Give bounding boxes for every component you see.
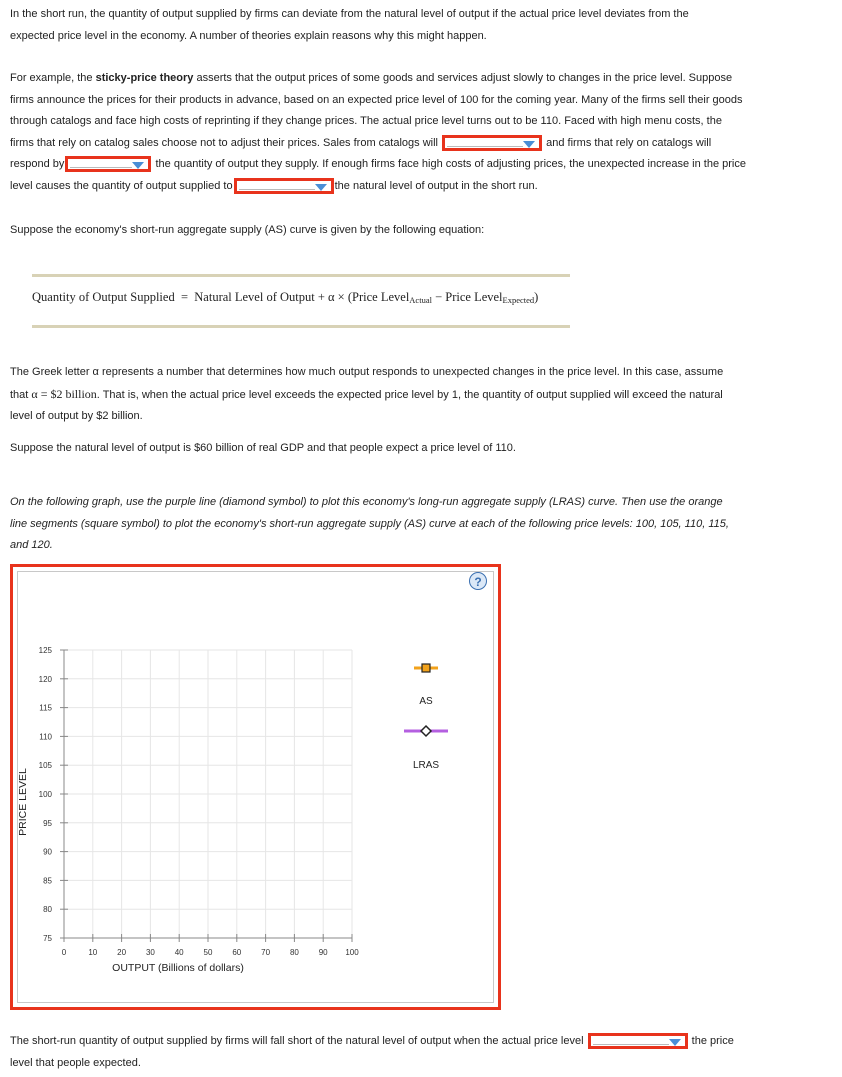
equation-sub-actual: Actual (409, 295, 432, 305)
dropdown-underline (447, 146, 523, 147)
y-tick-label: 75 (43, 934, 52, 943)
as-legend-label: AS (419, 696, 433, 707)
as-legend-square-icon (422, 664, 430, 672)
graph-instructions (10, 492, 834, 557)
dropdown-underline (70, 167, 132, 168)
instructions-line-1: On the following graph, use the purple line (diamond symbol) to plot this economy's long-run aggregate supply (LRAS) curve. Then use the orange (10, 496, 723, 508)
chevron-down-icon (315, 184, 327, 191)
price-level-comparison-dropdown[interactable] (588, 1033, 688, 1049)
x-tick-label: 90 (318, 948, 328, 957)
equation-rhs: Natural Level of Output + α × (Price Level (194, 290, 410, 304)
natural-level-text: Suppose the natural level of output is $60 billion of real GDP and that people expect a price level of 110. (10, 442, 516, 454)
alpha-line-2-pre: that (10, 388, 32, 401)
supply-chart[interactable] (10, 564, 501, 1010)
equation-close: ) (534, 290, 539, 304)
sticky-line-4-pre: firms that rely on catalog sales choose not to adjust their prices. Sales from catalogs will (10, 136, 438, 149)
x-tick-label: 100 (345, 948, 359, 957)
chevron-down-icon (523, 141, 535, 148)
x-tick-label: 30 (145, 948, 155, 957)
sticky-line-1-pre: For example, the (10, 72, 96, 84)
intro-line-1: In the short run, the quantity of output supplied by firms can deviate from the natural level of output if the actual price level deviates from the (10, 8, 689, 20)
sticky-line-5-post: the quantity of output they supply. If enough firms face high costs of adjusting prices, the unexpected increase in the price (155, 158, 746, 171)
x-tick-label: 50 (203, 948, 213, 957)
chart-legend (404, 664, 448, 771)
x-tick-label: 0 (61, 948, 67, 957)
final-line-2: level that people expected. (10, 1056, 141, 1069)
sticky-line-6-pre: level causes the quantity of output supplied to (10, 179, 233, 192)
equation-box (32, 274, 570, 328)
chevron-down-icon (669, 1039, 681, 1046)
output-supplied-dropdown[interactable] (234, 178, 334, 194)
x-tick-label: 60 (232, 948, 242, 957)
y-tick-label: 100 (38, 790, 52, 799)
x-tick-label: 10 (88, 948, 98, 957)
y-axis-label: PRICE LEVEL (17, 768, 29, 836)
dropdown-underline (593, 1044, 669, 1045)
x-tick-label: 70 (261, 948, 271, 957)
equation-lhs: Quantity of Output Supplied (32, 290, 175, 304)
sticky-line-4-post: and firms that rely on catalogs will (546, 136, 712, 149)
as-intro-text: Suppose the economy's short-run aggregate supply (AS) curve is given by the following equation: (10, 224, 485, 236)
instructions-line-2: line segments (square symbol) to plot the economy's short-run aggregate supply (AS) curve at each of the following price levels: 100, 105, 110, 115, (10, 517, 729, 530)
sticky-line-3: through catalogs and face high costs of reprinting if they change prices. The actual price level turns out to be 110. Faced with high menu costs, the (10, 115, 722, 128)
x-axis-label: OUTPUT (Billions of dollars) (112, 962, 244, 974)
sticky-line-2: firms announce the prices for their products in advance, based on an expected price level of 100 for the coming year. Many of the firms sell their goods (10, 93, 743, 106)
y-tick-label: 95 (43, 818, 52, 828)
sticky-line-1-post: asserts that the output prices of some goods and services adjust slowly to changes in the price level. Suppose (193, 72, 733, 84)
x-tick-labels (62, 948, 359, 957)
dropdown-underline (239, 189, 315, 190)
y-tick-label: 80 (43, 905, 52, 915)
y-tick-labels (39, 646, 53, 943)
chart-axes (60, 650, 352, 942)
y-tick-label: 115 (39, 703, 52, 713)
sticky-line-5-pre: respond by (10, 158, 65, 171)
alpha-line-3: level of output by $2 billion. (10, 410, 143, 423)
lras-legend-label: LRAS (412, 760, 440, 771)
instructions-line-3: and 120. (10, 539, 53, 552)
final-question (10, 1031, 834, 1074)
y-tick-label: 105 (38, 761, 52, 771)
as-equation (32, 290, 538, 305)
y-tick-label: 85 (43, 876, 52, 886)
x-tick-label: 40 (174, 948, 184, 957)
equation-equals: = (180, 290, 189, 304)
catalog-sales-dropdown[interactable] (442, 135, 542, 151)
intro-line-2: expected price level in the economy. A number of theories explain reasons why this might happen. (10, 29, 487, 42)
sticky-line-6-post: the natural level of output in the short run. (334, 179, 538, 192)
chevron-down-icon (132, 162, 144, 169)
chart-grid (64, 650, 352, 938)
sticky-price-paragraph (10, 68, 834, 198)
final-line-1-post: the price (691, 1035, 734, 1047)
y-tick-label: 110 (39, 732, 52, 742)
y-tick-label: 90 (43, 847, 52, 857)
alpha-value: α = $2 billion (31, 386, 97, 401)
y-tick-label: 125 (38, 646, 52, 655)
y-tick-label: 120 (38, 674, 52, 684)
help-icon[interactable]: ? (469, 572, 487, 590)
lras-legend-diamond-icon (421, 726, 431, 736)
intro-paragraph (10, 4, 834, 47)
alpha-paragraph (10, 362, 834, 428)
x-tick-label: 80 (289, 948, 299, 957)
respond-by-dropdown[interactable] (65, 156, 151, 172)
equation-sub-expected: Expected (502, 295, 535, 305)
equation-minus: − Price Level (431, 290, 503, 304)
sticky-price-theory-term: sticky-price theory (95, 72, 194, 84)
alpha-line-1: The Greek letter α represents a number that determines how much output responds to unexpected changes in the price level. In this case, assume (10, 366, 724, 378)
x-tick-label: 20 (117, 948, 127, 957)
final-line-1-pre: The short-run quantity of output supplied by firms will fall short of the natural level of output when the actual price level (10, 1035, 584, 1047)
alpha-line-2-post: . That is, when the actual price level exceeds the expected price level by 1, the quantity of output supplied will exceed the natural (96, 388, 723, 401)
